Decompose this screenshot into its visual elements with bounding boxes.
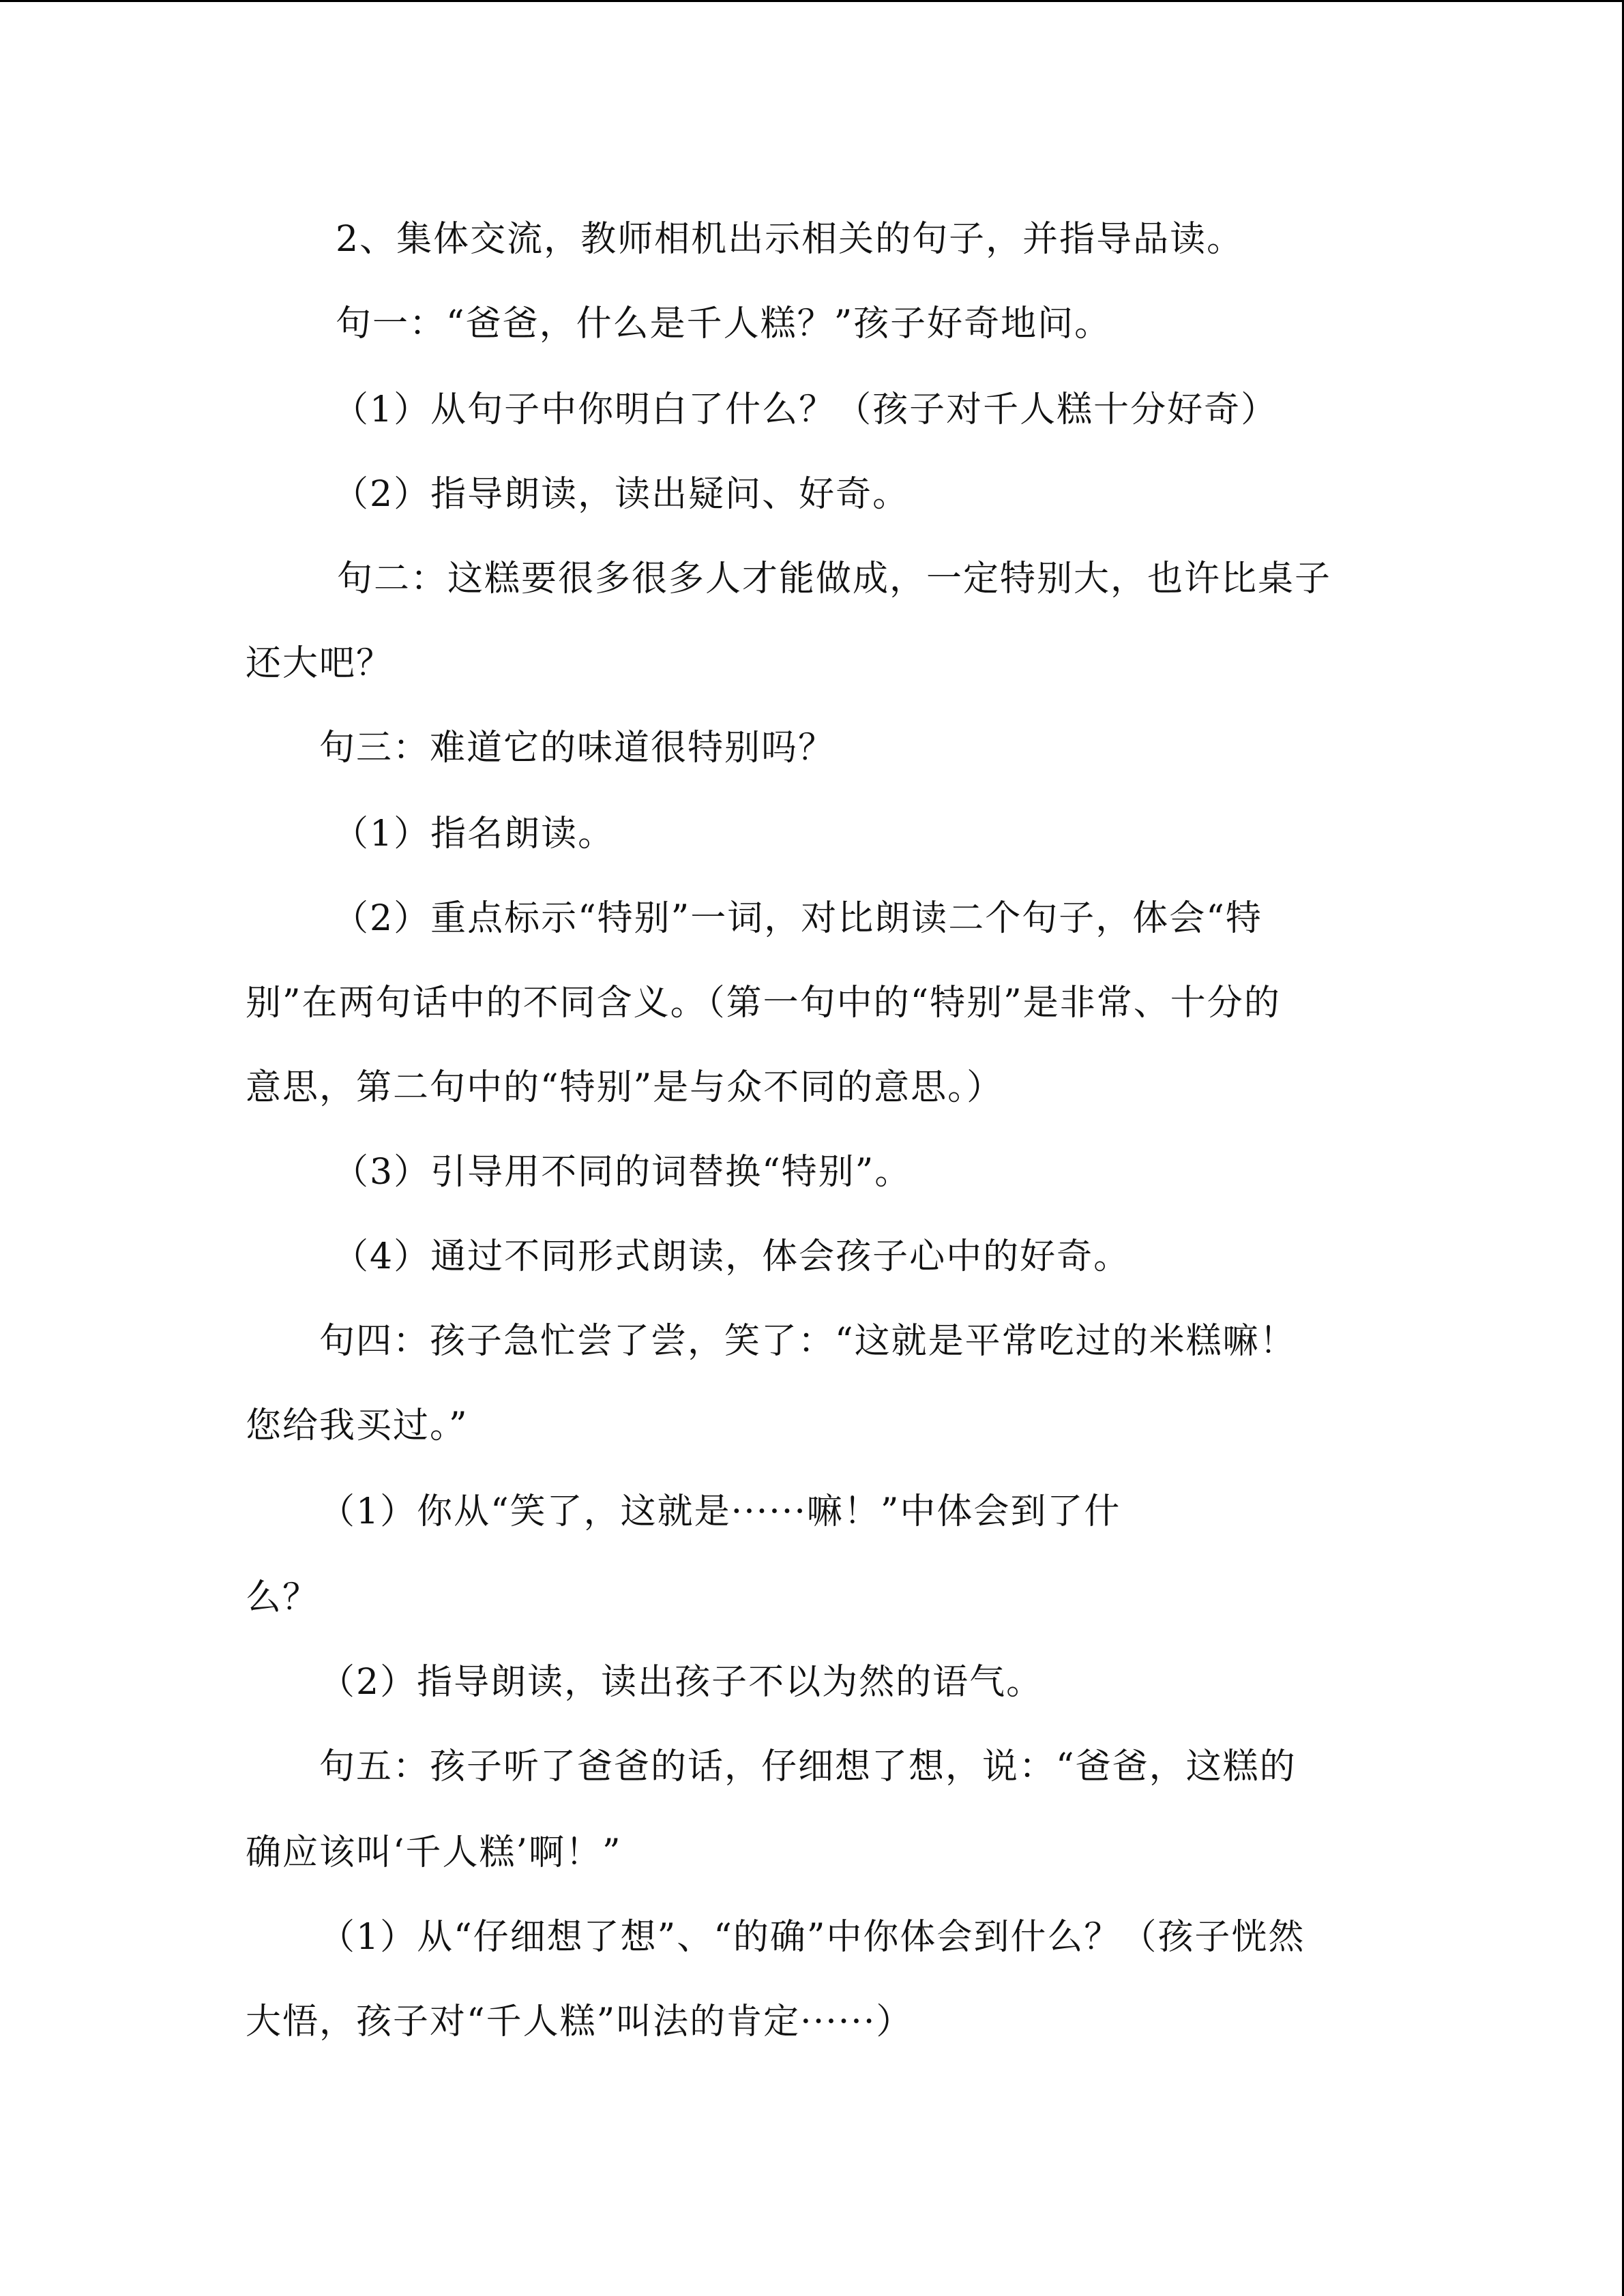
text-line: （2）指导朗读，读出孩子不以为然的语气。 xyxy=(319,1662,1044,1703)
text-line: 确应该叫‘千人糕’啊！” xyxy=(246,1832,622,1873)
text-line: 别”在两句话中的不同含义。（第一句中的“特别”是非常、十分的 xyxy=(246,983,1281,1024)
text-line: （4）通过不同形式朗读，体会孩子心中的好奇。 xyxy=(333,1236,1131,1277)
text-line: （2）指导朗读，读出疑问、好奇。 xyxy=(333,474,910,515)
text-line: 句三：难道它的味道很特别吗？ xyxy=(319,728,836,769)
text-line: （1）从句子中你明白了什么？（孩子对千人糕十分好奇） xyxy=(333,389,1278,430)
text-line: 句一：“爸爸，什么是千人糕？”孩子好奇地问。 xyxy=(336,303,1112,344)
text-line: 大悟，孩子对“千人糕”叫法的肯定······） xyxy=(246,2001,913,2042)
text-line: （1）你从“笑了，这就是······嘛！”中体会到了什 xyxy=(319,1491,1121,1532)
text-line: 还大吧？ xyxy=(246,643,394,684)
text-line: 句四：孩子急忙尝了尝，笑了：“这就是平常吃过的米糕嘛！ xyxy=(319,1321,1297,1362)
text-line: 2、集体交流，教师相机出示相关的句子，并指导品读。 xyxy=(336,219,1244,260)
text-line: （2）重点标示“特别”一词，对比朗读二个句子，体会“特 xyxy=(333,898,1263,939)
text-line: 么？ xyxy=(246,1577,320,1618)
text-line: （3）引导用不同的词替换“特别”。 xyxy=(333,1152,912,1193)
text-line: （1）指名朗读。 xyxy=(333,814,615,854)
text-line: 您给我买过。” xyxy=(246,1405,469,1446)
text-line: 意思，第二句中的“特别”是与众不同的意思。） xyxy=(246,1067,1004,1108)
text-line: 句五：孩子听了爸爸的话，仔细想了想，说：“爸爸，这糕的 xyxy=(319,1746,1297,1787)
text-line: 句二：这糕要很多很多人才能做成，一定特别大，也许比桌子 xyxy=(337,558,1332,599)
text-line: （1）从“仔细想了想”、“的确”中你体会到什么？（孩子恍然 xyxy=(319,1917,1305,1958)
